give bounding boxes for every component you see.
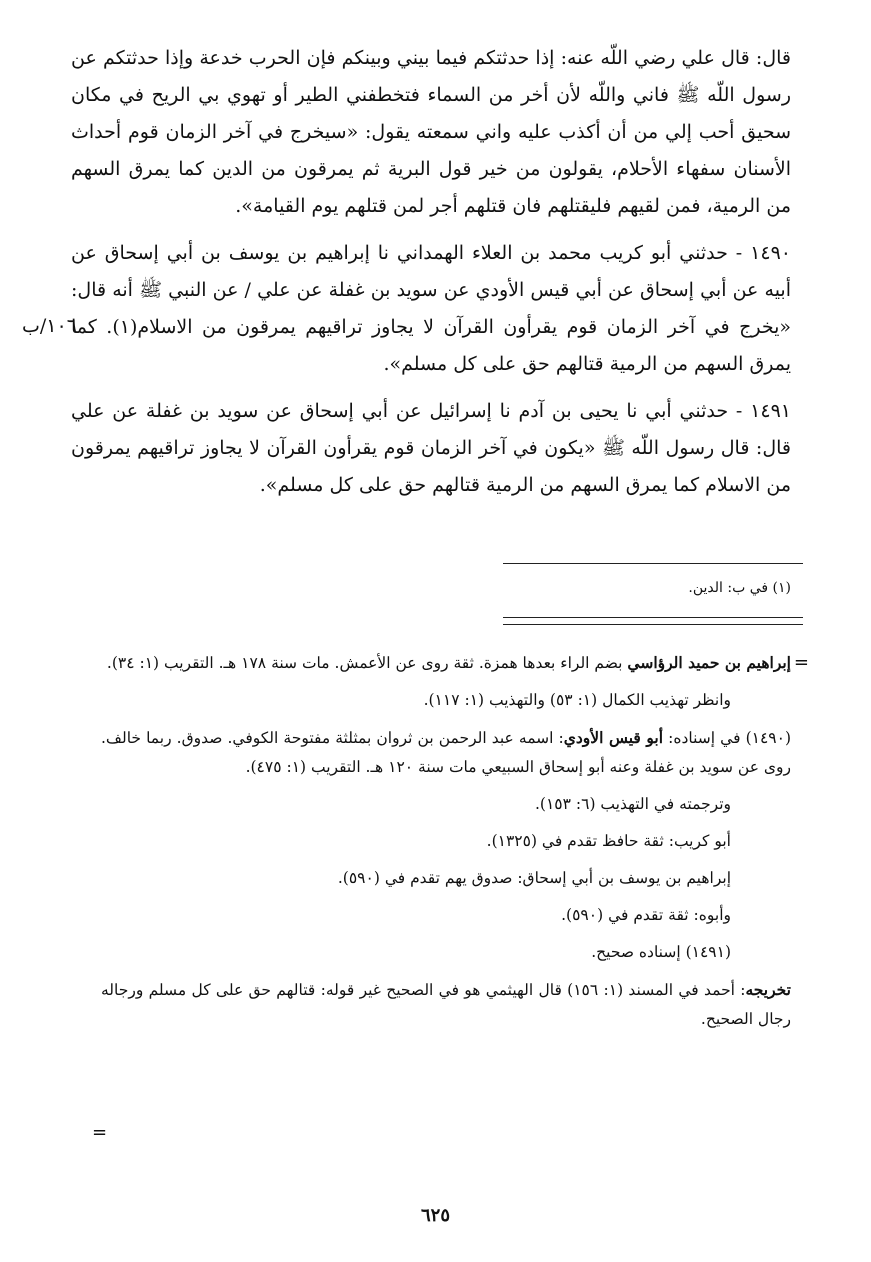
main-text xyxy=(71,40,791,504)
continuation-mark-end: = xyxy=(92,1122,108,1143)
hadith-1490: ١٤٩٠ - حدثني أبو كريب محمد بن العلاء الهمداني نا إبراهيم بن يوسف بن أبي إسحاق عن أبيه عن أبي إسحاق عن أبي قيس الأودي عن سويد بن غفلة عن علي / عن النبي ﷺ أنه قال: «يخرج في آخر الزمان قوم يقرأون القرآن لا يجاوز تراقيهم يمرقون من الاسلام(١). كما يمرق السهم من الرمية قتالهم حق على كل مسلم». xyxy=(71,242,791,375)
commentary-takhrij: تخريجه: أحمد في المسند (١: ١٥٦) قال الهيثمي هو في الصحيح غير قوله: قتالهم حق على كل مسلم ورجاله رجال الصحيح. xyxy=(101,980,791,1028)
commentary-abu-kurayb: أبو كريب: ثقة حافظ تقدم في (١٣٢٥). xyxy=(486,832,731,850)
commentary-divider-bottom xyxy=(503,624,803,625)
paragraph-1: قال: قال علي رضي اللّه عنه: إذا حدثتكم فيما بيني وبينكم فإن الحرب خدعة وإذا حدثتكم عن رسول اللّه ﷺ فاني واللّه لأن أخر من السماء فتخطفني الطير أو تهوي بي الريح في مكان سحيق أحب إلي من أن أكذب عليه واني سمعته يقول: «سيخرج في آخر الزمان قوم أحداث الأسنان سفهاء الأحلام، يقولون من خير قول البرية ثم يمرقون من الدين كما يمرق السهم من الرمية، فمن لقيهم فليقتلهم فان قتلهم أجر لمن قتلهم يوم القيامة». xyxy=(71,47,791,217)
commentary-tahdhib: وانظر تهذيب الكمال (١: ٥٣) والتهذيب (١: ١١٧). xyxy=(423,691,731,709)
commentary-1491: (١٤٩١) إسناده صحيح. xyxy=(591,943,731,961)
commentary-ibrahim-yusuf: إبراهيم بن يوسف بن أبي إسحاق: صدوق يهم تقدم في (٥٩٠). xyxy=(337,869,731,887)
manuscript-folio-note: ١٠٦/ب xyxy=(22,315,77,337)
footnote-divider xyxy=(503,563,803,564)
commentary-tarjama: وترجمته في التهذيب (٦: ١٥٣). xyxy=(534,795,731,813)
commentary-divider-top xyxy=(503,617,803,618)
commentary-father: وأبوه: ثقة تقدم في (٥٩٠). xyxy=(561,906,731,924)
hadith-1491: ١٤٩١ - حدثني أبي نا يحيى بن آدم نا إسرائيل عن أبي إسحاق عن سويد بن غفلة عن علي قال: قال رسول اللّه ﷺ «يكون في آخر الزمان قوم يقرأون القرآن لا يجاوز تراقيهم يمرقون من الاسلام كما يمرق السهم من الرمية قتالهم حق على كل مسلم». xyxy=(71,400,791,496)
footnote: (١) في ب: الدين. xyxy=(688,580,791,596)
continuation-mark-start: = xyxy=(793,652,809,673)
page-number: ٦٢٥ xyxy=(420,1205,450,1226)
commentary-1490: (١٤٩٠) في إسناده: أبو قيس الأودي: اسمه عبد الرحمن بن ثروان بمثلثة مفتوحة الكوفي. صدوق. ربما خالف. روى عن سويد بن غفلة وعنه أبو إسحاق السبيعي مات سنة ١٢٠ هـ. التقريب (١: ٤٧٥). xyxy=(101,728,791,776)
narrator-name: أبو قيس الأودي xyxy=(563,728,664,747)
commentary xyxy=(101,648,791,1042)
takhrij-label: تخريجه xyxy=(745,980,791,999)
narrator-name: إبراهيم بن حميد الرؤاسي xyxy=(627,653,791,672)
commentary-ibrahim: إبراهيم بن حميد الرؤاسي بضم الراء بعدها همزة. ثقة روى عن الأعمش. مات سنة ١٧٨ هـ. التقريب (١: ٣٤). xyxy=(106,653,791,672)
